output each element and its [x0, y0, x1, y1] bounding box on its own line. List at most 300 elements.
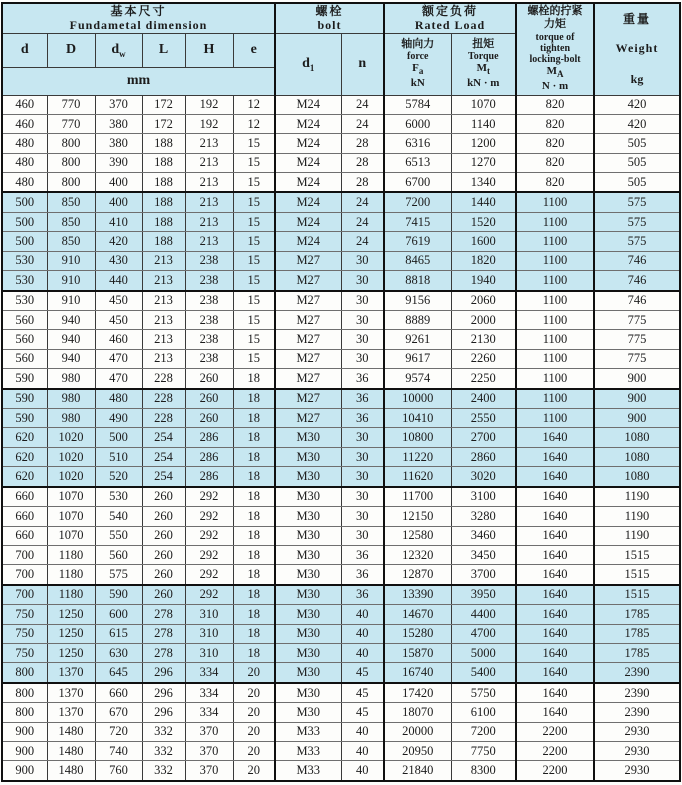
cell: 420	[594, 114, 680, 133]
cell: 1070	[47, 526, 95, 545]
col-header-d: d	[2, 33, 47, 67]
cell: 188	[142, 212, 185, 231]
table-row	[2, 232, 680, 251]
cell: 470	[95, 349, 142, 368]
cell: 28	[341, 153, 384, 172]
table-row	[2, 95, 680, 114]
cell: 3460	[451, 526, 516, 545]
cell: 2930	[594, 722, 680, 741]
cell: 420	[95, 232, 142, 251]
cell: 30	[341, 271, 384, 291]
cell: M33	[275, 722, 341, 741]
cell: 1190	[594, 507, 680, 526]
cell: 213	[185, 134, 233, 153]
cell: 1080	[594, 428, 680, 447]
table-row	[2, 389, 680, 409]
cell: 12580	[384, 526, 451, 545]
cell: 500	[2, 212, 47, 231]
cell: 238	[185, 251, 233, 270]
cell: 1200	[451, 134, 516, 153]
cell: M30	[275, 526, 341, 545]
table-row	[2, 467, 680, 487]
cell: 3100	[451, 487, 516, 507]
table-row	[2, 683, 680, 703]
cell: 430	[95, 251, 142, 270]
cell: 900	[594, 369, 680, 389]
cell: 8300	[451, 761, 516, 781]
cell: 590	[95, 585, 142, 605]
cell: 2250	[451, 369, 516, 389]
cell: 18070	[384, 703, 451, 722]
cell: 1140	[451, 114, 516, 133]
cell: 296	[142, 703, 185, 722]
cell: 630	[95, 643, 142, 662]
cell: 28	[341, 134, 384, 153]
col-header-e: e	[233, 33, 275, 67]
table-row	[2, 114, 680, 133]
cell: 192	[185, 114, 233, 133]
cell: 1600	[451, 232, 516, 251]
cell: 188	[142, 192, 185, 212]
cell: M30	[275, 545, 341, 564]
cell: 213	[185, 173, 233, 193]
cell: 530	[2, 271, 47, 291]
cell: 590	[2, 369, 47, 389]
cell: 24	[341, 114, 384, 133]
cell: 18	[233, 624, 275, 643]
cell: 296	[142, 663, 185, 683]
cell: 40	[341, 643, 384, 662]
cell: 21840	[384, 761, 451, 781]
cell: 500	[2, 192, 47, 212]
cell: 260	[142, 545, 185, 564]
cell: 560	[2, 311, 47, 330]
cell: 40	[341, 761, 384, 781]
cell: 260	[142, 526, 185, 545]
cell: 940	[47, 330, 95, 349]
cell: M27	[275, 330, 341, 349]
cell: 670	[95, 703, 142, 722]
cell: 1370	[47, 703, 95, 722]
cell: M24	[275, 212, 341, 231]
cell: 15	[233, 212, 275, 231]
cell: 505	[594, 153, 680, 172]
rated-load-group-zh: 额定负荷	[422, 4, 479, 19]
cell: 30	[341, 291, 384, 311]
cell: 2200	[516, 742, 594, 761]
table-row	[2, 487, 680, 507]
header-group-dimension	[2, 3, 275, 33]
cell: 770	[47, 95, 95, 114]
cell: 7200	[384, 192, 451, 212]
cell: 3950	[451, 585, 516, 605]
table-row	[2, 447, 680, 466]
cell: 17420	[384, 683, 451, 703]
cell: 615	[95, 624, 142, 643]
table-row	[2, 545, 680, 564]
cell: 45	[341, 663, 384, 683]
cell: 2390	[594, 663, 680, 683]
cell: 292	[185, 526, 233, 545]
cell: 800	[2, 663, 47, 683]
cell: 1515	[594, 545, 680, 564]
cell: 40	[341, 624, 384, 643]
cell: 238	[185, 349, 233, 368]
cell: 775	[594, 330, 680, 349]
cell: M24	[275, 192, 341, 212]
cell: 30	[341, 251, 384, 270]
cell: M24	[275, 153, 341, 172]
cell: 238	[185, 271, 233, 291]
cell: 770	[47, 114, 95, 133]
table-row	[2, 192, 680, 212]
cell: 700	[2, 545, 47, 564]
cell: 1100	[516, 212, 594, 231]
cell: 6513	[384, 153, 451, 172]
table-row	[2, 134, 680, 153]
cell: 1340	[451, 173, 516, 193]
cell: 910	[47, 271, 95, 291]
cell: 292	[185, 487, 233, 507]
cell: 1100	[516, 291, 594, 311]
cell: 505	[594, 134, 680, 153]
cell: 510	[95, 447, 142, 466]
table-row	[2, 605, 680, 624]
cell: 910	[47, 251, 95, 270]
cell: 1020	[47, 467, 95, 487]
cell: 1640	[516, 467, 594, 487]
weight-en: Weight	[615, 41, 659, 56]
col-header-H: H	[185, 33, 233, 67]
cell: 228	[142, 369, 185, 389]
cell: 13390	[384, 585, 451, 605]
cell: 332	[142, 761, 185, 781]
cell: M30	[275, 487, 341, 507]
cell: M24	[275, 173, 341, 193]
cell: 1190	[594, 487, 680, 507]
cell: 213	[142, 291, 185, 311]
cell: 10800	[384, 428, 451, 447]
cell: 238	[185, 311, 233, 330]
cell: 18	[233, 369, 275, 389]
cell: M27	[275, 311, 341, 330]
cell: M24	[275, 95, 341, 114]
cell: 420	[594, 95, 680, 114]
cell: 296	[142, 683, 185, 703]
cell: 7619	[384, 232, 451, 251]
locking-torque-zh-line1: 螺栓的拧紧	[527, 5, 583, 18]
cell: 15	[233, 311, 275, 330]
cell: 2200	[516, 761, 594, 781]
cell: 36	[341, 565, 384, 585]
cell: 20	[233, 761, 275, 781]
cell: 2000	[451, 311, 516, 330]
cell: 410	[95, 212, 142, 231]
cell: 24	[341, 192, 384, 212]
cell: 530	[2, 291, 47, 311]
cell: 1640	[516, 428, 594, 447]
header-group-rated-load	[384, 3, 516, 33]
cell: 800	[2, 703, 47, 722]
bolt-group-en: bolt	[317, 17, 342, 32]
cell: M33	[275, 742, 341, 761]
table-row	[2, 291, 680, 311]
cell: 5000	[451, 643, 516, 662]
cell: 820	[516, 114, 594, 133]
cell: 700	[2, 585, 47, 605]
cell: 213	[142, 251, 185, 270]
cell: 20	[233, 683, 275, 703]
cell: 278	[142, 643, 185, 662]
cell: 18	[233, 605, 275, 624]
cell: 1270	[451, 153, 516, 172]
cell: 2930	[594, 742, 680, 761]
cell: 1100	[516, 409, 594, 428]
cell: 10410	[384, 409, 451, 428]
cell: 980	[47, 369, 95, 389]
cell: 260	[142, 565, 185, 585]
cell: 820	[516, 134, 594, 153]
cell: 2060	[451, 291, 516, 311]
table-row	[2, 663, 680, 683]
cell: 1370	[47, 663, 95, 683]
cell: 1100	[516, 271, 594, 291]
cell: 1640	[516, 703, 594, 722]
table-body	[2, 95, 680, 781]
cell: M27	[275, 349, 341, 368]
cell: 9617	[384, 349, 451, 368]
cell: 3450	[451, 545, 516, 564]
cell: 4700	[451, 624, 516, 643]
cell: 1640	[516, 624, 594, 643]
cell: 600	[95, 605, 142, 624]
spec-table	[1, 2, 681, 782]
cell: 480	[2, 153, 47, 172]
cell: 370	[185, 761, 233, 781]
cell: 9574	[384, 369, 451, 389]
cell: 800	[47, 134, 95, 153]
cell: 775	[594, 311, 680, 330]
cell: 820	[516, 153, 594, 172]
cell: 1100	[516, 192, 594, 212]
cell: 7750	[451, 742, 516, 761]
cell: 1440	[451, 192, 516, 212]
cell: 2260	[451, 349, 516, 368]
cell: 1100	[516, 311, 594, 330]
cell: 620	[2, 428, 47, 447]
cell: 1785	[594, 643, 680, 662]
cell: 228	[142, 409, 185, 428]
cell: 11220	[384, 447, 451, 466]
cell: 3280	[451, 507, 516, 526]
cell: 1480	[47, 742, 95, 761]
cell: 390	[95, 153, 142, 172]
cell: 746	[594, 271, 680, 291]
cell: 700	[2, 565, 47, 585]
cell: M24	[275, 114, 341, 133]
locking-torque-en-line1: torque of	[535, 31, 575, 43]
cell: 1190	[594, 526, 680, 545]
cell: 1640	[516, 683, 594, 703]
cell: 900	[2, 722, 47, 741]
cell: 2200	[516, 722, 594, 741]
cell: 18	[233, 487, 275, 507]
cell: 15	[233, 349, 275, 368]
cell: 254	[142, 467, 185, 487]
cell: M27	[275, 271, 341, 291]
cell: 260	[185, 409, 233, 428]
cell: 1480	[47, 722, 95, 741]
cell: M27	[275, 389, 341, 409]
cell: 18	[233, 447, 275, 466]
col-header-d1: $d_1$	[275, 33, 341, 95]
dimension-unit-mm: mm	[2, 67, 275, 95]
cell: 18	[233, 526, 275, 545]
cell: 260	[185, 389, 233, 409]
cell: 278	[142, 624, 185, 643]
cell: 740	[95, 742, 142, 761]
cell: 18	[233, 643, 275, 662]
cell: 310	[185, 605, 233, 624]
cell: 12870	[384, 565, 451, 585]
cell: 30	[341, 507, 384, 526]
cell: 15280	[384, 624, 451, 643]
cell: 213	[142, 271, 185, 291]
cell: M30	[275, 624, 341, 643]
cell: 660	[2, 507, 47, 526]
cell: 440	[95, 271, 142, 291]
cell: 1180	[47, 585, 95, 605]
cell: 30	[341, 428, 384, 447]
table-row	[2, 428, 680, 447]
cell: 30	[341, 349, 384, 368]
table-row	[2, 703, 680, 722]
cell: 1640	[516, 507, 594, 526]
cell: 254	[142, 447, 185, 466]
cell: 8889	[384, 311, 451, 330]
table-row	[2, 565, 680, 585]
cell: 775	[594, 349, 680, 368]
cell: 1820	[451, 251, 516, 270]
cell: 2930	[594, 761, 680, 781]
cell: 260	[142, 487, 185, 507]
cell: 530	[2, 251, 47, 270]
dimension-group-zh: 基本尺寸	[110, 4, 167, 19]
cell: 7200	[451, 722, 516, 741]
cell: 260	[142, 507, 185, 526]
table-row	[2, 761, 680, 781]
cell: 590	[2, 389, 47, 409]
cell: 8465	[384, 251, 451, 270]
cell: 1100	[516, 369, 594, 389]
cell: 260	[185, 369, 233, 389]
cell: 30	[341, 487, 384, 507]
cell: 28	[341, 173, 384, 193]
cell: 750	[2, 605, 47, 624]
cell: 750	[2, 643, 47, 662]
table-row	[2, 409, 680, 428]
axial-force-zh: 轴向力	[401, 37, 435, 50]
cell: 560	[2, 349, 47, 368]
cell: 188	[142, 134, 185, 153]
cell: 20000	[384, 722, 451, 741]
cell: 213	[185, 232, 233, 251]
cell: M27	[275, 369, 341, 389]
cell: 30	[341, 526, 384, 545]
cell: 1100	[516, 349, 594, 368]
cell: M30	[275, 643, 341, 662]
cell: 400	[95, 173, 142, 193]
cell: 30	[341, 467, 384, 487]
cell: 1515	[594, 565, 680, 585]
cell: 910	[47, 291, 95, 311]
cell: M30	[275, 663, 341, 683]
cell: 2860	[451, 447, 516, 466]
cell: 1080	[594, 447, 680, 466]
cell: 18	[233, 389, 275, 409]
cell: 6100	[451, 703, 516, 722]
cell: 15	[233, 291, 275, 311]
cell: 36	[341, 409, 384, 428]
header-weight	[594, 3, 680, 95]
cell: 1640	[516, 605, 594, 624]
cell: 334	[185, 703, 233, 722]
cell: 1180	[47, 565, 95, 585]
cell: 1180	[47, 545, 95, 564]
cell: M30	[275, 428, 341, 447]
cell: 800	[47, 173, 95, 193]
cell: 746	[594, 291, 680, 311]
cell: 550	[95, 526, 142, 545]
cell: 172	[142, 95, 185, 114]
cell: 1250	[47, 605, 95, 624]
cell: 15	[233, 232, 275, 251]
cell: 20	[233, 742, 275, 761]
cell: 24	[341, 95, 384, 114]
cell: 850	[47, 212, 95, 231]
cell: 10000	[384, 389, 451, 409]
weight-unit: kg	[630, 72, 644, 87]
cell: 850	[47, 192, 95, 212]
cell: 1785	[594, 605, 680, 624]
torque-zh: 扭矩	[472, 37, 495, 50]
cell: 18	[233, 507, 275, 526]
cell: 940	[47, 311, 95, 330]
cell: 7415	[384, 212, 451, 231]
cell: 14670	[384, 605, 451, 624]
cell: 1100	[516, 232, 594, 251]
cell: 12	[233, 95, 275, 114]
cell: 560	[2, 330, 47, 349]
table-row	[2, 585, 680, 605]
table-row	[2, 173, 680, 193]
cell: 800	[47, 153, 95, 172]
cell: M24	[275, 232, 341, 251]
cell: 11620	[384, 467, 451, 487]
cell: 310	[185, 624, 233, 643]
cell: 590	[2, 409, 47, 428]
cell: 292	[185, 545, 233, 564]
cell: 1640	[516, 643, 594, 662]
cell: 1640	[516, 487, 594, 507]
cell: 213	[142, 349, 185, 368]
cell: 24	[341, 232, 384, 251]
cell: 45	[341, 703, 384, 722]
cell: 18	[233, 467, 275, 487]
cell: 18	[233, 428, 275, 447]
cell: 660	[2, 487, 47, 507]
cell: 20950	[384, 742, 451, 761]
